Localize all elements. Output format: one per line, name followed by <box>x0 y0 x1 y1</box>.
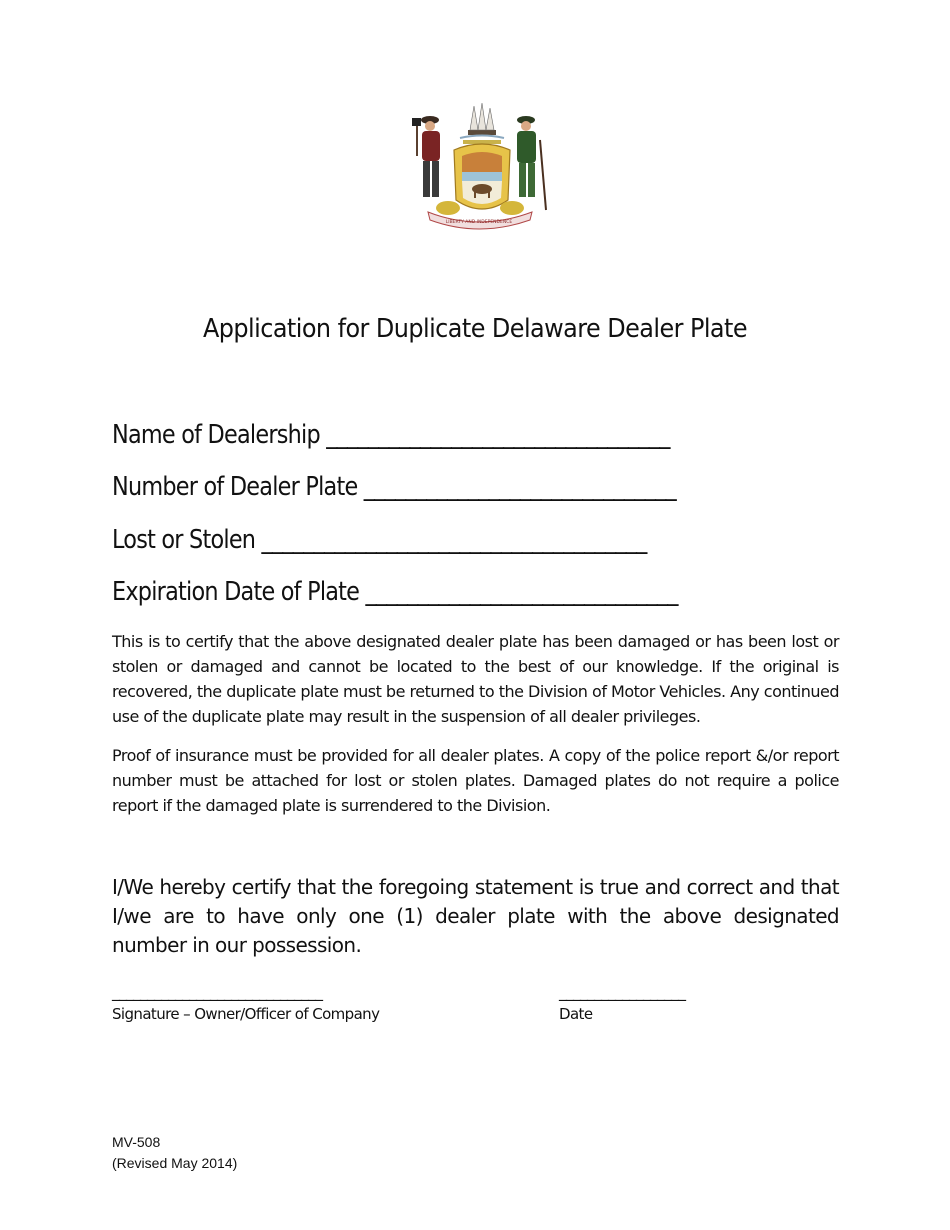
form-number: MV-508 <box>112 1134 161 1150</box>
field-label: Expiration Date of Plate <box>112 577 360 607</box>
svg-text:LIBERTY AND INDEPENDENCE: LIBERTY AND INDEPENDENCE <box>445 220 513 225</box>
delaware-seal-icon <box>408 100 550 232</box>
field-blank[interactable]: _____________________________________ <box>261 525 647 555</box>
certification-paragraph: This is to certify that the above designated dealer plate has been damaged or has been lost or stolen or damaged and cannot be located to the best of our knowledge. If the original is recovered, the duplicate plate must be returned to the Division of Motor Vehicles. Any continued use of the duplicate plate may result in the suspension of all dealer privileges. <box>112 632 839 726</box>
field-blank[interactable]: ______________________________ <box>365 577 678 607</box>
field-blank[interactable]: ______________________________ <box>363 472 676 502</box>
signature-line[interactable]: ______________________________ <box>112 982 322 1001</box>
dealership-name-field[interactable] <box>112 420 670 450</box>
revision-date: (Revised May 2014) <box>112 1155 238 1171</box>
field-blank[interactable]: _________________________________ <box>326 420 670 450</box>
field-label: Number of Dealer Plate <box>112 472 358 502</box>
signature-label: Signature – Owner/Officer of Company <box>112 1005 380 1023</box>
date-line[interactable]: __________________ <box>559 982 685 1001</box>
dealer-plate-number-field[interactable] <box>112 472 676 502</box>
expiration-date-field[interactable] <box>112 577 678 607</box>
certification-statement: I/We hereby certify that the foregoing statement is true and correct and that I/we are to have only one (1) dealer plate with the above designated number in our possession. <box>112 875 839 957</box>
page-title: Application for Duplicate Delaware Dealer Plate <box>202 314 748 344</box>
date-label: Date <box>559 1005 593 1023</box>
field-label: Name of Dealership <box>112 420 320 450</box>
field-label: Lost or Stolen <box>112 525 256 555</box>
insurance-paragraph: Proof of insurance must be provided for all dealer plates. A copy of the police report &/or report number must be attached for lost or stolen plates. Damaged plates do not require a police report if the damaged plate is surrendered to the Division. <box>112 746 839 815</box>
lost-or-stolen-field[interactable] <box>112 525 647 555</box>
form-footer <box>112 1132 237 1174</box>
